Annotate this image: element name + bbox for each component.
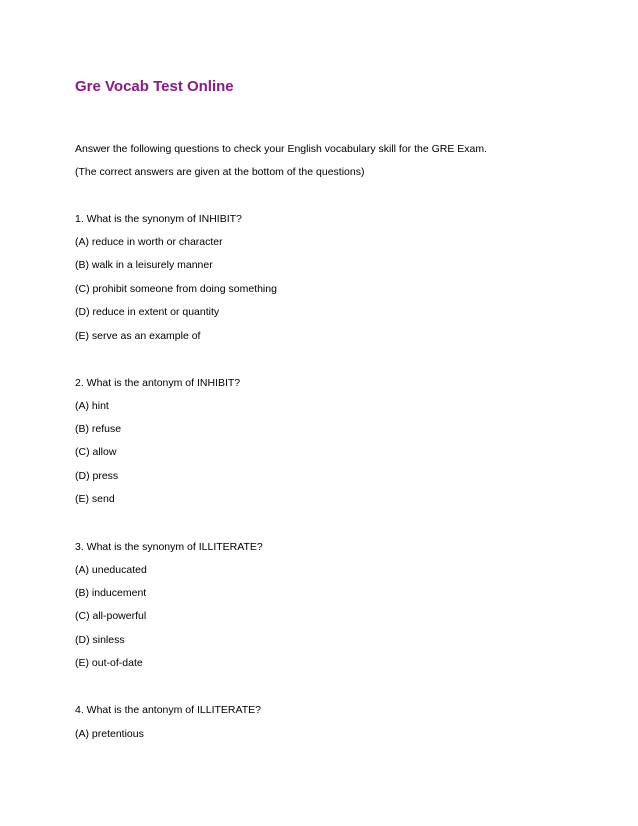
intro-text: Answer the following questions to check your English vocabulary skill for the GRE Exam. — [75, 143, 488, 155]
question-2: 2. What is the antonym of INHIBIT? — [75, 377, 241, 389]
question-1: 1. What is the synonym of INHIBIT? — [75, 213, 242, 225]
question-2-option-d: (D) press — [75, 470, 119, 482]
question-2-option-c: (C) allow — [75, 446, 117, 458]
question-1-option-d: (D) reduce in extent or quantity — [75, 306, 220, 318]
question-2-option-e: (E) send — [75, 493, 115, 505]
question-3-option-d: (D) sinless — [75, 634, 125, 646]
document-title: Gre Vocab Test Online — [75, 78, 234, 95]
question-1-option-a: (A) reduce in worth or character — [75, 236, 223, 248]
answers-note: (The correct answers are given at the bottom of the questions) — [75, 166, 365, 178]
question-3-option-b: (B) inducement — [75, 587, 147, 599]
question-1-option-b: (B) walk in a leisurely manner — [75, 259, 213, 271]
question-3-option-c: (C) all-powerful — [75, 610, 147, 622]
question-3-option-e: (E) out-of-date — [75, 657, 143, 669]
question-2-option-b: (B) refuse — [75, 423, 122, 435]
question-1-option-e: (E) serve as an example of — [75, 330, 201, 342]
question-4: 4. What is the antonym of ILLITERATE? — [75, 704, 261, 716]
question-4-option-a: (A) pretentious — [75, 728, 144, 740]
question-3-option-a: (A) uneducated — [75, 564, 147, 576]
question-2-option-a: (A) hint — [75, 400, 109, 412]
question-3: 3. What is the synonym of ILLITERATE? — [75, 541, 263, 553]
question-1-option-c: (C) prohibit someone from doing something — [75, 283, 277, 295]
